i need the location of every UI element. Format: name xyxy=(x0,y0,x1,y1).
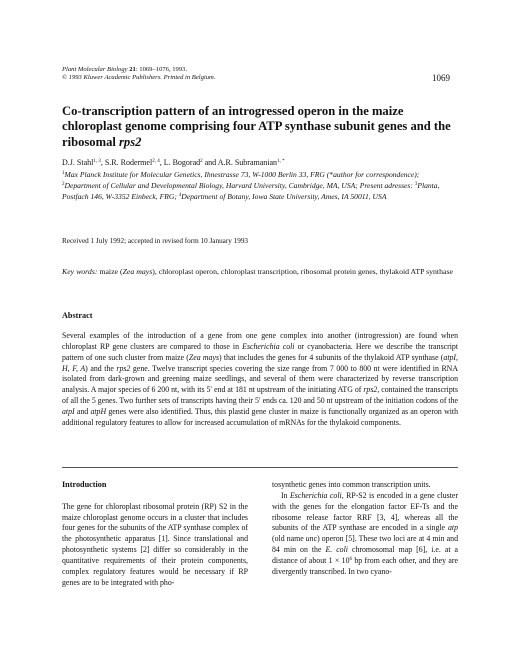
title-line-3-text: ribosomal xyxy=(62,134,120,149)
intro-seg: bp from each other, and they are divergently transcribed. In two cyano- xyxy=(272,555,458,576)
affil-2-mark: 2 xyxy=(62,181,65,187)
abstract-heading: Abstract xyxy=(62,311,93,320)
intro-seg: , RP-S2 is encoded in a gene cluster with the genes for the elongation factor EF-Ts and the ribosome release factor RRF [3, 4], whereas all the subunits of the ATP synthase are encoded in a single xyxy=(272,490,459,533)
abstract-ital: Zea mays xyxy=(188,352,220,362)
author-bogorad: , L. Bogorad xyxy=(159,158,201,167)
affil-3: Planta, Postfach 146, W-3352 Einbeck, FRG; xyxy=(62,180,440,201)
affil-1: Max Planck Institute for Molecular Genetics, Ihnestrasse 73, W-1000 Berlin 33, FRG ( xyxy=(64,170,330,179)
intro-seg: chromosomal map [6], i.e. at a distance of about 1 × 10 xyxy=(272,545,458,565)
intro-seg: ) operon [5]. These two loci are at 4 min and 84 min on the xyxy=(272,534,458,555)
author-stahl: D.J. Stahl xyxy=(62,158,94,167)
author-rodermel-affil: 2, 4 xyxy=(152,159,160,164)
abstract-ital: rps2 xyxy=(363,385,378,395)
keywords-species: Zea mays xyxy=(122,267,153,276)
author-subramanian: and A.R. Subramanian xyxy=(202,158,278,167)
intro-ital: atp xyxy=(447,523,458,533)
abstract-seg: and xyxy=(74,406,91,416)
author-rodermel: , S.R. Rodermel xyxy=(100,158,153,167)
abstract-ital: rps2 xyxy=(116,363,131,373)
intro-ital: Escherichia coli xyxy=(290,490,342,500)
affil-1-mark: 1 xyxy=(62,171,65,176)
journal-name: Plant Molecular Biology xyxy=(62,66,128,73)
copyright-symbol: © xyxy=(62,74,68,81)
keywords-text-2: ), chloroplast operon, chloroplast transcription, ribosomal protein genes, thylakoid ATP synthase xyxy=(152,267,453,276)
abstract-ital: atpI, H, F, A xyxy=(62,352,458,373)
abstract-seg: Several examples of the introduction of a gene from one gene complex into another (introgression) are found when chloroplast RP gene clusters are compared to those in xyxy=(62,331,458,351)
abstract-seg: ) and the xyxy=(85,363,117,373)
intro-ital: E. coli xyxy=(325,545,348,555)
abstract-text xyxy=(62,331,458,429)
abstract-seg: genes were also identified. Thus, this plastid gene cluster in maize is functionally organized as an operon with additional regulatory features to allow for increased accumulation of mRNAs for the thylakoid components. xyxy=(62,406,459,427)
author-stahl-affil: 1, 3 xyxy=(93,159,101,164)
affil-4-mark: 4 xyxy=(178,192,182,198)
copyright-line xyxy=(62,74,215,82)
correspondence-note: author for correspondence xyxy=(333,170,415,179)
keywords xyxy=(62,266,457,277)
affil-3-mark: 3 xyxy=(414,181,418,187)
abstract-ital: Escherichia coli xyxy=(242,341,295,351)
keywords-label: Key words: xyxy=(62,267,98,276)
intro-seg: In xyxy=(281,490,290,500)
intro-ital: unc xyxy=(305,534,318,544)
abstract-seg: , contained the transcripts of all the 5 genes. Two further sets of transcripts having their 5′ ends ca. 120 and 50 nt upstream of the initiation codons of the xyxy=(62,385,458,406)
affiliations xyxy=(62,170,457,202)
page-number: 1069 xyxy=(432,73,450,83)
abstract-seg: gene. Twelve transcript species covering the size range from 7 000 to 800 nt were identified in RNA isolated from dark-grown and greening maize seedlings, and several of them were characterized by reverse transcription analysis. A major species of 6 200 nt, with its 5′ end at 181 nt upstream of the initiating ATG of xyxy=(62,363,459,395)
intro-exponent: 6 xyxy=(349,556,353,562)
section-divider xyxy=(62,467,458,468)
corresponding-star: * xyxy=(329,170,334,179)
abstract-seg: ) that includes the genes for 4 subunits of the thylakoid ATP synthase ( xyxy=(219,352,444,362)
intro-paragraph-2 xyxy=(272,491,458,578)
journal-citation xyxy=(62,66,187,74)
journal-pages: : 1069–1076, 1993. xyxy=(135,66,188,73)
affil-2: Department of Cellular and Developmental Biology, Harvard University, Cambridge, MA, USA; Present adresses: xyxy=(64,180,413,190)
right-column xyxy=(272,480,458,578)
intro-seg: (old name xyxy=(272,534,306,544)
journal-volume: 21 xyxy=(129,66,136,73)
intro-paragraph-1-cont: tosynthetic genes into common transcription units. xyxy=(272,480,431,489)
keywords-text-1: maize ( xyxy=(97,267,123,276)
title-gene-name: rps2 xyxy=(119,134,142,149)
author-subramanian-affil: 1, * xyxy=(277,159,285,164)
abstract-ital: atpH xyxy=(90,406,107,416)
received-dates: Received 1 July 1992; accepted in revised form 10 January 1993 xyxy=(62,237,249,245)
title-line-1: Co-transcription pattern of an introgressed operon in the maize xyxy=(62,104,404,118)
affil-4: Department of Botany, Iowa State University, Ames, IA 50011, USA xyxy=(181,191,387,201)
author-bogorad-affil: 2 xyxy=(200,159,203,164)
abstract-seg: or cyanobacteria. Here we describe the transcript pattern of one such cluster from maize ( xyxy=(62,341,459,362)
title-line-2: chloroplast genome comprising four ATP synthase subunit genes and the xyxy=(62,119,451,134)
abstract-ital: atpI xyxy=(62,406,75,416)
title-line-3 xyxy=(62,135,462,150)
copyright-text: 1993 Kluwer Academic Publishers. Printed in Belgium. xyxy=(67,74,216,81)
intro-paragraph-1: The gene for chloroplast ribosomal protein (RP) S2 in the maize chloroplast genome occurs in a cluster that includes four genes for the subunits of the ATP synthase complex of the photosynthetic apparatus [1]. Since translational and photosynthetic systems [2] differ so considerably in the quantitative requirements of their protein components, complex regulatory features would be necessary if RP genes are to be integrated with pho- xyxy=(62,501,248,587)
introduction-heading: Introduction xyxy=(62,480,107,489)
affil-1-end: ); xyxy=(414,170,420,179)
author-list xyxy=(62,158,285,168)
article-title xyxy=(62,104,462,150)
left-column xyxy=(62,480,248,588)
